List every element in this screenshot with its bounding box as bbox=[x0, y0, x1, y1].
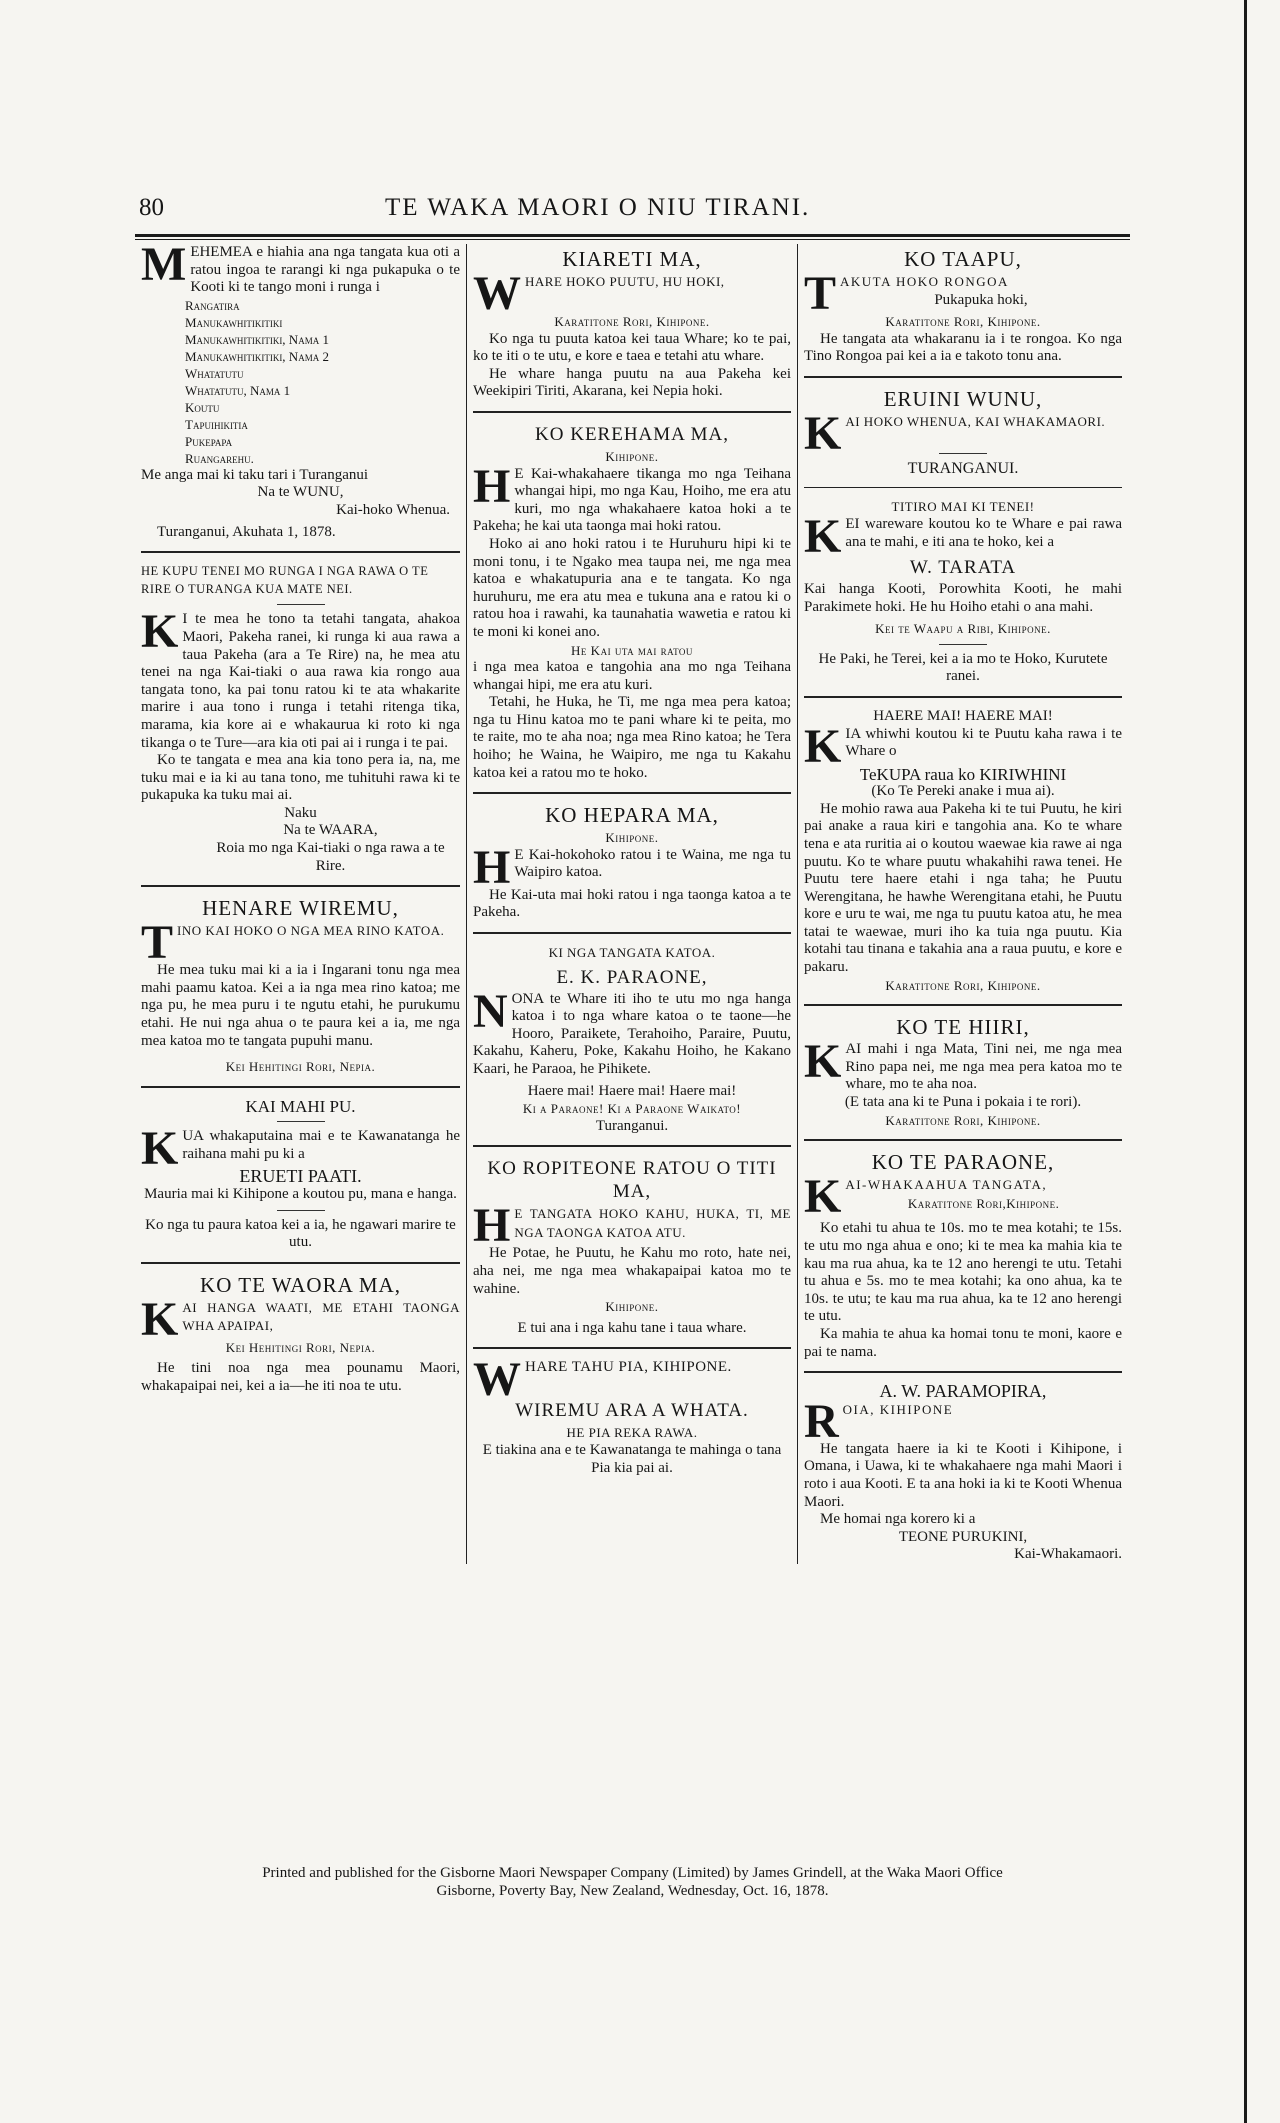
ad-title: KO KEREHAMA MA, bbox=[535, 423, 729, 445]
ad-paragraph: He whare hanga puutu na aua Pakeha kei Weekipiri Tiriti, Akarana, kei Nepia hoki. bbox=[473, 365, 791, 400]
dash bbox=[277, 1121, 325, 1122]
divider bbox=[473, 932, 791, 934]
signature: TEONE PURUKINI, bbox=[898, 1528, 1028, 1545]
ad-title: A. W. PARAMOPIRA, bbox=[879, 1381, 1047, 1402]
ad-place: Kihipone. bbox=[605, 448, 659, 464]
dash bbox=[939, 644, 987, 645]
ad-cheer: Haere mai! Haere mai! Haere mai! bbox=[527, 1082, 737, 1099]
ad-headline: AI-WHAKAAHUA TANGATA, bbox=[845, 1177, 1048, 1193]
ad-title: KO TE WAORA MA, bbox=[200, 1272, 401, 1297]
ad-paragraph: UA whakaputaina mai e te Kawanatanga he raihana mahi pu ki a bbox=[182, 1128, 460, 1162]
ad-headline: AKUTA HOKO RONGOA bbox=[840, 274, 1009, 289]
ad-name: ERUETI PAATI. bbox=[239, 1166, 362, 1187]
rire-paragraph: Ko te tangata e mea ana kia tono pera ia, na, me tuku mai e ia ki au tana tono, me tuhituhi rawa ki te pukapuka ka tuku mai ai. bbox=[141, 752, 460, 804]
ad-paragraph: E Kai-hokohoko ratou i te Waina, me nga tu Waipiro katoa. bbox=[514, 846, 791, 881]
drop-cap: K bbox=[141, 605, 179, 659]
drop-cap: H bbox=[473, 840, 511, 894]
notice-date: Turanganui, Akuhata 1, 1878. bbox=[157, 523, 336, 540]
ad-paragraph: EI wareware koutou ko te Whare e pai rawa ana te mahi, e iti ana te hoko, kei a bbox=[845, 515, 1122, 550]
ad-paragraph: Ka mahia te ahua ka homai tonu te moni, kaore e pai te nama. bbox=[804, 1325, 1122, 1360]
kaimahi-ad bbox=[141, 1098, 460, 1252]
divider bbox=[141, 885, 460, 887]
masthead-rule bbox=[135, 234, 1130, 240]
page-edge-rule bbox=[1244, 0, 1247, 2123]
paraone-ad bbox=[473, 944, 791, 1135]
ad-title: KAI MAHI PU. bbox=[245, 1096, 356, 1116]
ad-paragraph: He Paki, he Terei, kei a ia mo te Hoko, Kurutete ranei. bbox=[818, 650, 1108, 685]
divider bbox=[473, 1145, 791, 1147]
ad-subtitle: HE PIA REKA RAWA. bbox=[566, 1425, 698, 1441]
ad-paragraph: Mauria mai ki Kihipone a koutou pu, mana e hanga. bbox=[144, 1186, 457, 1202]
divider bbox=[141, 1262, 460, 1264]
ad-headline: INO KAI HOKO O NGA MEA RINO KATOA. bbox=[177, 923, 445, 939]
column-3 bbox=[797, 244, 1128, 1564]
kerehama-ad bbox=[473, 423, 791, 782]
hepara-ad bbox=[473, 804, 791, 922]
ad-paragraph: He tangata ata whakaranu ia i te rongoa. Ko nga Tino Rongoa pai kei a ia e takoto tonu ana. bbox=[804, 330, 1122, 365]
divider bbox=[804, 1371, 1122, 1373]
drop-cap: M bbox=[141, 238, 187, 291]
ad-paragraph: He mea tuku mai ki a ia i Ingarani tonu nga mea mahi paamu katoa. Kei a ia nga mea rino katoa; me nga pu, he mea puru i te ngutu etahi, he purukumu etahi. He nui nga ahua o te paura kei a ia, me nga mea katoa mo te tangata pupuhi manu. bbox=[141, 962, 460, 1049]
divider bbox=[141, 1086, 460, 1088]
ad-paragraph: He Potae, he Puutu, he Kahu mo roto, hate nei, aha nei, me nga mea whakapaipai katoa mo te wahine. bbox=[473, 1245, 791, 1297]
ad-paragraph: He tini noa nga mea pounamu Maori, whakapaipai nei, kei a ia—he iti noa te utu. bbox=[141, 1360, 460, 1394]
block-item: Tapuihikitia bbox=[185, 416, 248, 432]
block-item: Rangatira bbox=[185, 297, 240, 313]
signature: Na te WUNU, bbox=[257, 484, 344, 501]
ad-title: HENARE WIREMU, bbox=[202, 896, 399, 921]
drop-cap: T bbox=[804, 267, 837, 320]
ad-address: Karatitone Rori, Kihipone. bbox=[885, 1112, 1041, 1128]
ad-paragraph: He mohio rawa aua Pakeha ki te tui Puutu, he kiri pai anake a raua kiri e tangohia ana. Ko te whare tena e ata ruritia ai o koutou waewae kia rawe ai nga puutu. Ko te whare puutu whakahihi rawa tenei. He Puutu tere haere etahi i nga taha; he Puutu Werengitana, he hawhe Werengitana etahi, he Puutu kore e uru te wai, me nga tu puutu katoa atu, he mea tatai te waewae, muri iho ka tuia nga puutu. Kia kotahi tau tinana e takahia ana a raua puutu, e kore e pakaru. bbox=[804, 800, 1122, 976]
block-item: Ruangarehu. bbox=[185, 450, 254, 466]
signature-title: Roia mo nga Kai-tiaki o nga rawa a te Rire. bbox=[216, 840, 445, 874]
dash bbox=[277, 1210, 325, 1211]
signature-title: Kai-Whakamaori. bbox=[1014, 1546, 1122, 1563]
divider bbox=[473, 1347, 791, 1349]
ad-note: (E tata ana ki te Puna i pokaia i te rori). bbox=[844, 1094, 1082, 1111]
ropiteone-ad bbox=[473, 1157, 791, 1337]
henare-ad bbox=[141, 897, 460, 1076]
notice-closing: Me anga mai ki taku tari i Turanganui bbox=[141, 466, 369, 483]
ad-address: Karatitone Rori, Kihipone. bbox=[554, 314, 710, 329]
imprint-line: Printed and published for the Gisborne Maori Newspaper Company (Limited) by James Grindell, at the Waka Maori Office bbox=[262, 1865, 1003, 1881]
drop-cap: K bbox=[141, 1292, 179, 1346]
ad-paragraph: E tui ana i nga kahu tane i taua whare. bbox=[517, 1319, 747, 1336]
divider bbox=[141, 551, 460, 553]
ad-heading: HAERE MAI! HAERE MAI! bbox=[873, 707, 1053, 724]
tarata-ad bbox=[804, 498, 1122, 686]
ad-name: W. TARATA bbox=[909, 556, 1017, 578]
block-item: Pukepapa bbox=[185, 433, 233, 449]
block-item: Koutu bbox=[185, 399, 220, 415]
dash bbox=[277, 604, 325, 605]
ad-address: Karatitone Rori, Kihipone. bbox=[885, 977, 1041, 993]
block-list bbox=[141, 297, 460, 467]
columns bbox=[135, 238, 1130, 1564]
kiareti-ad bbox=[473, 248, 791, 401]
taapu-ad bbox=[804, 248, 1122, 366]
ad-place: Kihipone. bbox=[605, 1299, 659, 1315]
paramopira-ad bbox=[804, 1383, 1122, 1564]
masthead bbox=[135, 190, 1130, 234]
ad-headline: HARE TAHU PIA, KIHIPONE. bbox=[525, 1359, 732, 1376]
ad-subhead: He Kai uta mai ratou bbox=[571, 642, 693, 658]
signature: Na te WAARA, bbox=[283, 822, 378, 839]
ad-note: (Ko Te Pereki anake i mua ai). bbox=[871, 783, 1055, 800]
ad-place: Turanganui. bbox=[595, 1117, 669, 1134]
imprint bbox=[135, 1864, 1130, 1900]
koteparaone-ad bbox=[804, 1151, 1122, 1361]
drop-cap: K bbox=[804, 1035, 842, 1089]
drop-cap: K bbox=[141, 1122, 179, 1176]
ad-address: Kei Hehitingi Rori, Nepia. bbox=[225, 1339, 376, 1355]
ad-headline-2: Pukapuka hoki, bbox=[934, 291, 1028, 308]
ad-place: Kihipone. bbox=[605, 830, 659, 846]
drop-cap: H bbox=[473, 459, 511, 513]
newspaper-page bbox=[135, 190, 1130, 1899]
divider bbox=[473, 792, 791, 794]
rire-notice bbox=[141, 563, 460, 875]
tekupa-ad bbox=[804, 708, 1122, 994]
ad-heading: TITIRO MAI KI TENEI! bbox=[891, 499, 1035, 515]
page-title: TE WAKA MAORI O NIU TIRANI. bbox=[385, 194, 811, 221]
ad-paragraph: Hoko ai ano hoki ratou i te Huruhuru hipi ki te moni tonu, i te Ngako mea taupa nei, me nga mea katoa e whakatupuria ana e te tangata. Ko nga huruhuru, me era atu mea e tukuna ana e ratou ki o ratou hoa i rawahi, ka taunahatia wawetia e ratou ki te moni ki konei ano. bbox=[473, 535, 791, 640]
drop-cap: K bbox=[804, 1170, 842, 1224]
page-number: 80 bbox=[139, 194, 164, 221]
ad-address: Kei Hehitingi Rori, Nepia. bbox=[225, 1059, 376, 1075]
ad-address: Kei te Waapu a Ribi, Kihipone. bbox=[875, 621, 1051, 637]
eruini-ad bbox=[804, 388, 1122, 478]
ad-title: KIARETI MA, bbox=[562, 247, 702, 271]
imprint-line: Gisborne, Poverty Bay, New Zealand, Wednesday, Oct. 16, 1878. bbox=[436, 1883, 829, 1899]
divider bbox=[804, 487, 1122, 488]
divider bbox=[804, 1004, 1122, 1006]
ad-title: WIREMU ARA A WHATA. bbox=[515, 1400, 749, 1422]
ad-paragraph: i nga mea katoa e tangohia ana mo nga Teihana whangai hipi, me era atu kuri. bbox=[473, 659, 791, 693]
drop-cap: K bbox=[804, 406, 842, 460]
drop-cap: R bbox=[804, 1394, 839, 1448]
ad-heading: KI NGA TANGATA KATOA. bbox=[548, 945, 716, 961]
ad-name: TeKUPA raua ko KIRIWHINI bbox=[859, 764, 1067, 784]
ad-paragraph: He Kai-uta mai hoki ratou i nga taonga katoa a te Pakeha. bbox=[473, 886, 791, 921]
ad-address: Karatitone Rori, Kihipone. bbox=[885, 314, 1041, 329]
waora-ad bbox=[141, 1274, 460, 1396]
ad-paragraph: He tangata haere ia ki te Kooti i Kihipone, i Omana, i Uawa, ki te whakahaere nga mahi Maori i roto i aua Kooti. E ta ana hoki ia ki te Kooti Whenua Maori. bbox=[804, 1440, 1122, 1510]
drop-cap: W bbox=[473, 1353, 521, 1407]
ad-paragraph: E tiakina ana e te Kawanatanga te mahinga o tana Pia kia pai ai. bbox=[482, 1441, 782, 1476]
ad-title: KO TE PARAONE, bbox=[871, 1150, 1055, 1175]
ad-title: KO HEPARA MA, bbox=[545, 803, 719, 828]
block-item: Manukawhitikitiki, Nama 2 bbox=[185, 348, 329, 364]
drop-cap: T bbox=[141, 916, 174, 970]
whare-ad bbox=[473, 1353, 791, 1477]
ad-place: TURANGANUI. bbox=[907, 459, 1019, 477]
drop-cap: H bbox=[473, 1199, 511, 1253]
ad-cheer: Ki a Paraone! Ki a Paraone Waikato! bbox=[522, 1101, 742, 1117]
ad-headline: HARE HOKO PUUTU, HU HOKI, bbox=[525, 274, 725, 289]
signature-title: Kai-hoko Whenua. bbox=[336, 501, 450, 518]
ad-paragraph: Kai hanga Kooti, Porowhita Kooti, he mahi Parakimete hoki. He hu Hoiho etahi o ana mahi. bbox=[804, 580, 1122, 615]
ad-address: Karatitone Rori,Kihipone. bbox=[907, 1195, 1060, 1211]
ad-paragraph: IA whiwhi koutou ki te Puutu kaha rawa i te Whare o bbox=[845, 725, 1122, 760]
ad-title: E. K. PARAONE, bbox=[556, 966, 708, 988]
ad-paragraph: Me homai nga korero ki a bbox=[820, 1511, 976, 1528]
ad-paragraph: Tetahi, he Huka, he Ti, me nga mea pera katoa; nga tu Hinu katoa mo te pani whare ki te peita, mo te raite, mo te aha noa; nga mea Rino katoa; he Tera hoiho; he Waina, he Waipiro, me nga tu Kakahu katoa kei a ratou mo te hoko. bbox=[473, 694, 791, 781]
dash bbox=[939, 453, 987, 454]
divider bbox=[804, 376, 1122, 378]
drop-cap: K bbox=[804, 509, 842, 563]
block-item: Whatatutu, Nama 1 bbox=[185, 382, 291, 398]
ad-title: ERUINI WUNU, bbox=[883, 386, 1043, 411]
ad-headline: E TANGATA HOKO KAHU, HUKA, TI, ME NGA TAONGA KATOA ATU. bbox=[514, 1206, 791, 1240]
ad-headline: AI HANGA WAATI, ME ETAHI TAONGA WHA APAIPAI, bbox=[182, 1299, 460, 1334]
divider bbox=[804, 696, 1122, 698]
block-item: Manukawhitikitiki, Nama 1 bbox=[185, 331, 329, 347]
block-item: Manukawhitikitiki bbox=[185, 314, 283, 330]
ad-headline: OIA, KIHIPONE bbox=[842, 1401, 954, 1417]
ad-title: KO TAAPU, bbox=[904, 247, 1022, 271]
divider bbox=[473, 411, 791, 413]
notice-opening: EHEMEA e hiahia ana nga tangata kua oti a ratou ingoa te rarangi ki nga pukapuka o te Kooti ki te tango moni i runga i bbox=[190, 244, 460, 296]
hiiri-ad bbox=[804, 1016, 1122, 1129]
ad-title: KO TE HIIRI, bbox=[896, 1015, 1030, 1040]
land-notice bbox=[141, 238, 460, 541]
ad-paragraph: E Kai-whakahaere tikanga mo nga Teihana whangai hipi, mo nga Kau, Hoiho, me era atu kuri, mo nga whakahaere katoa hoki a te Pakeha; he kai uta taonga mai hoki ratou. bbox=[473, 465, 791, 535]
drop-cap: N bbox=[473, 984, 508, 1038]
ad-paragraph: Ko nga tu paura katoa kei a ia, he ngawari marire te utu. bbox=[145, 1216, 456, 1251]
divider bbox=[804, 1139, 1122, 1141]
block-item: Whatatutu bbox=[185, 365, 244, 381]
rire-heading: HE KUPU TENEI MO RUNGA I NGA RAWA O TE RIRE O TURANGA KUA MATE NEI. bbox=[141, 564, 429, 596]
column-2 bbox=[466, 244, 797, 1564]
drop-cap: W bbox=[473, 267, 521, 320]
ad-title: KO ROPITEONE RATOU O TITI MA, bbox=[487, 1158, 777, 1203]
ad-paragraph: Ko etahi tu ahua te 10s. mo te mea kotahi; te 15s. te utu mo nga ahua e ono; ki te mea ka mahia kia te kau ma rua ahua, ka te 12 ano herengi te utu. Tetahi tu ahua e 5s. mo te mea kotahi; ka ono ahua, ka te 10s. te utu; te kau ma rua ahua, ka te 12 ano herengi te utu. bbox=[804, 1220, 1122, 1325]
ad-paragraph: AI mahi i nga Mata, Tini nei, me nga mea Rino papa nei, me nga mea pera katoa mo te whare, mo te aha noa. bbox=[845, 1041, 1122, 1093]
rire-paragraph: I te mea he tono ta tetahi tangata, ahakoa Maori, Pakeha ranei, ki runga ki aua rawa a taua Pakeha (ara a Te Rire) na, he mea atu tenei na nga Kai-tiaki o aua rawa kia rongo aua tangata tono, ka pai tonu ratou ki te ata whakarite marire i aua tono i runga i tetahi ritenga tika, marama, kia kore ai e whakaurua ki roto ki nga tikanga o te Ture—ara kia oti pai ai i runga i te pai. bbox=[141, 611, 460, 751]
column-1 bbox=[135, 238, 466, 1564]
ad-paragraph: ONA te Whare iti iho te utu mo nga hanga katoa i to nga whare katoa o te taone—he Hooro, Paraikete, Terahoiho, Paraire, Puutu, Kakahu, Kaheru, Poke, Kakahu Hoiho, he Kakano Kaari, he Paraoa, he Pihikete. bbox=[473, 990, 791, 1077]
ad-headline: AI HOKO WHENUA, KAI WHAKAMAORI. bbox=[845, 413, 1106, 429]
rire-naku: Naku bbox=[284, 804, 317, 821]
ad-paragraph: Ko nga tu puuta katoa kei taua Whare; ko te pai, ko te iti o te utu, e kore e taea e tetahi atu whare. bbox=[473, 330, 791, 365]
drop-cap: K bbox=[804, 719, 842, 773]
